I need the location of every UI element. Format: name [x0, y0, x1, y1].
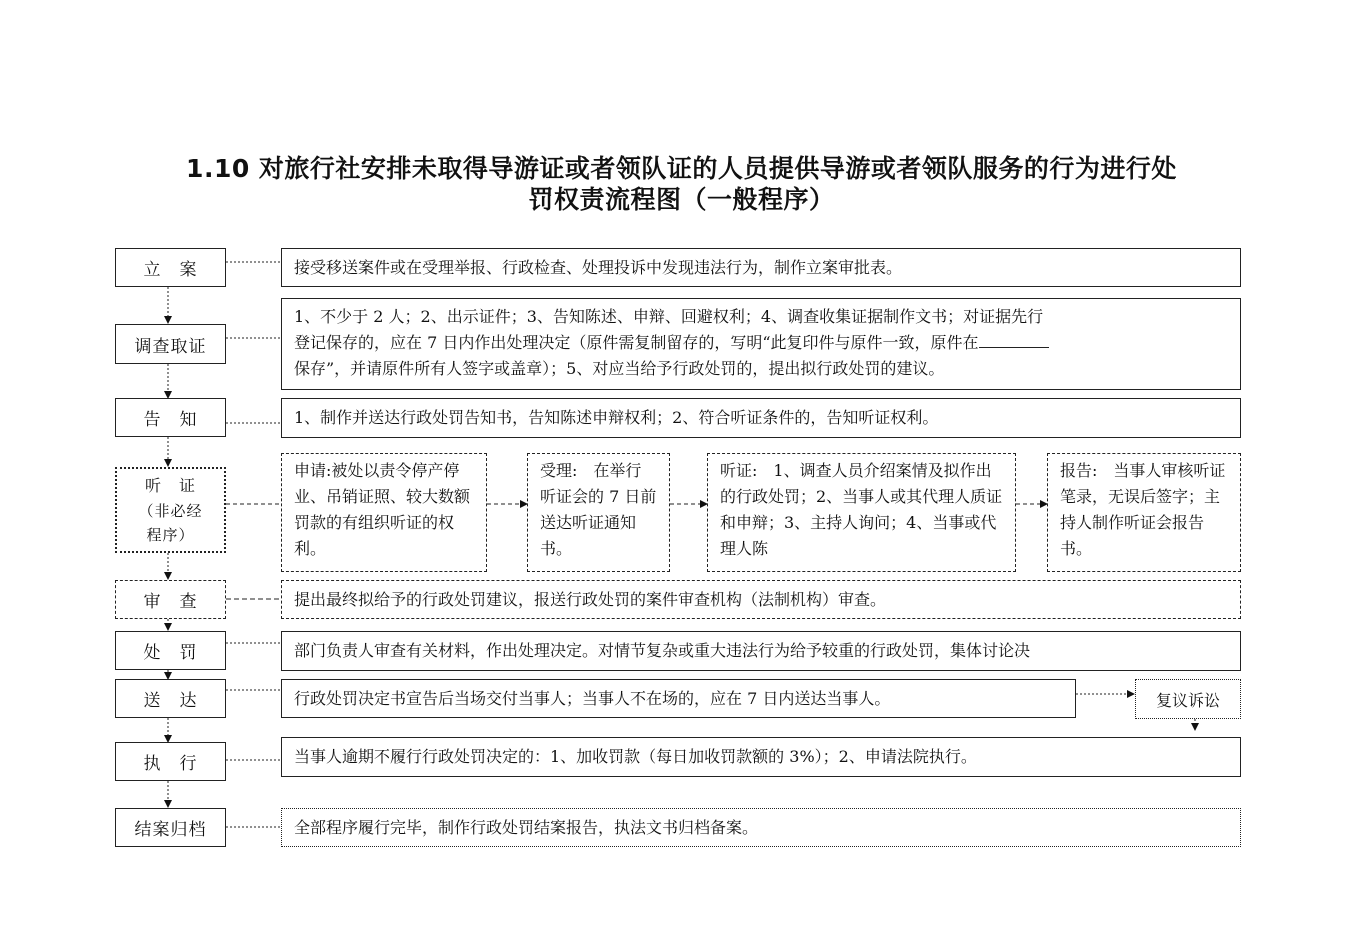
- hearing-apply-text: 申请:被处以责令停产停业、吊销证照、较大数额罚款的有组织听证的权利。: [294, 461, 471, 558]
- blank-fill-line: [979, 331, 1049, 348]
- desc-chufa: [281, 631, 1241, 671]
- desc-jiean: [281, 808, 1241, 847]
- fuyi-susong-box: [1135, 679, 1241, 719]
- step-chufa: [115, 631, 226, 670]
- title-line-2: 罚权责流程图（一般程序）: [528, 185, 835, 214]
- step-tingzheng-label: 听 证: [144, 476, 196, 495]
- desc-gaozhi: [281, 398, 1241, 438]
- fuyi-susong-label: 复议诉讼: [1155, 690, 1220, 710]
- desc-shencha: [281, 580, 1241, 619]
- hearing-process-box: [707, 453, 1016, 572]
- step-shencha-label: 审 查: [143, 592, 198, 612]
- desc-zhixing-text: 当事人逾期不履行行政处罚决定的：1、加收罚款（每日加收罚款额的 3%）；2、申请法院执行。: [294, 747, 977, 766]
- step-tingzheng-note-1: （非必经: [138, 502, 203, 520]
- hearing-accept-box: [527, 453, 670, 572]
- hearing-accept-text: 受理: 在举行听证会的 7 日前送达听证通知书。: [540, 461, 657, 558]
- step-tingzheng-note-2: 程序）: [146, 526, 195, 544]
- desc-diaocha-line-3: 保存”，并请原件所有人签字或盖章）；5、对应当给予行政处罚的，提出拟行政处罚的建议。: [294, 359, 945, 378]
- step-diaocha: [115, 324, 226, 364]
- step-shencha: [115, 580, 226, 619]
- hearing-process-text: 听证: 1、调查人员介绍案情及拟作出的行政处罚；2、当事人或其代理人质证和申辩；3、主持人询问；4、当事或代理人陈: [720, 461, 1003, 558]
- desc-zhixing: [281, 737, 1241, 777]
- desc-chufa-text: 部门负责人审查有关材料，作出处理决定。对情节复杂或重大违法行为给予较重的行政处罚，集体讨论决: [294, 641, 1031, 660]
- step-zhixing: [115, 742, 226, 781]
- desc-songda-text: 行政处罚决定书宣告后当场交付当事人；当事人不在场的，应在 7 日内送达当事人。: [294, 688, 891, 708]
- step-lian-label: 立 案: [143, 260, 198, 280]
- step-lian: [115, 248, 226, 287]
- desc-diaocha-line-2: 登记保存的，应在 7 日内作出处理决定（原件需复制留存的，写明“此复印件与原件一致，原件在: [294, 333, 979, 352]
- step-songda-label: 送 达: [143, 691, 198, 711]
- hearing-apply-box: [281, 453, 487, 572]
- desc-gaozhi-text: 1、制作并送达行政处罚告知书，告知陈述申辩权利；2、符合听证条件的，告知听证权利。: [294, 408, 939, 427]
- step-jiean: [115, 808, 226, 847]
- step-songda: [115, 679, 226, 718]
- step-tingzheng: [115, 467, 226, 553]
- desc-diaocha-line-1: 1、不少于 2 人；2、出示证件；3、告知陈述、申辩、回避权利；4、调查收集证据制作文书；对证据先行: [294, 307, 1044, 326]
- desc-diaocha: [281, 298, 1241, 390]
- hearing-report-text: 报告: 当事人审核听证笔录，无误后签字；主持人制作听证会报告书。: [1060, 461, 1226, 558]
- step-zhixing-label: 执 行: [143, 754, 198, 774]
- title-line-1: 1.10 对旅行社安排未取得导游证或者领队证的人员提供导游或者领队服务的行为进行处: [186, 154, 1177, 183]
- desc-jiean-text: 全部程序履行完毕，制作行政处罚结案报告，执法文书归档备案。: [294, 817, 759, 837]
- step-chufa-label: 处 罚: [143, 643, 198, 663]
- step-diaocha-label: 调查取证: [134, 336, 207, 357]
- step-gaozhi-label: 告 知: [143, 410, 198, 430]
- hearing-report-box: [1047, 453, 1241, 572]
- desc-lian-text: 接受移送案件或在受理举报、行政检查、处理投诉中发现违法行为，制作立案审批表。: [294, 257, 903, 277]
- step-jiean-label: 结案归档: [134, 820, 207, 840]
- desc-songda: [281, 679, 1076, 718]
- step-gaozhi: [115, 398, 226, 437]
- desc-shencha-text: 提出最终拟给予的行政处罚建议，报送行政处罚的案件审查机构（法制机构）审查。: [294, 589, 887, 609]
- desc-lian: [281, 248, 1241, 287]
